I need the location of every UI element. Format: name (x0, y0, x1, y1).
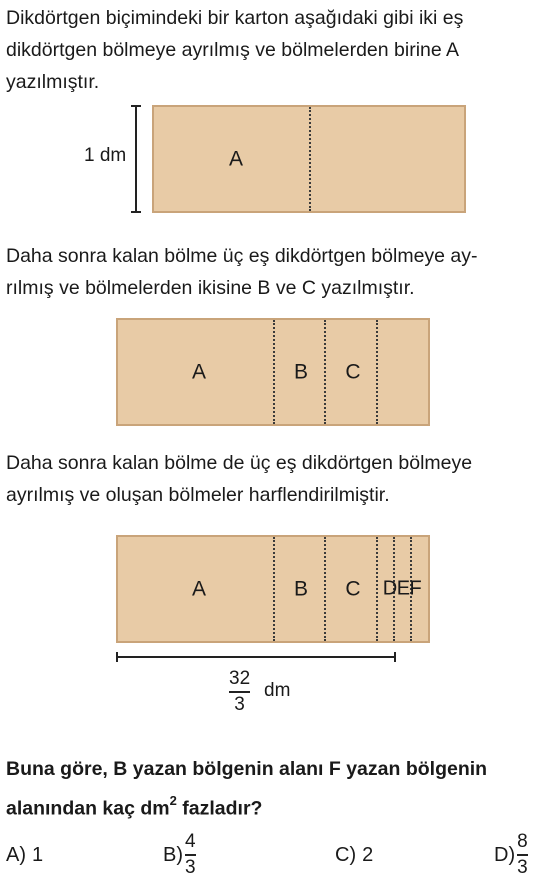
option-b[interactable] (163, 831, 196, 879)
option-b-denominator: 3 (185, 857, 196, 878)
divider-3a (273, 537, 275, 641)
step3-line-2: ayrılmış ve oluşan bölmeler harflendirilmiştir. (6, 484, 390, 506)
option-d[interactable] (494, 831, 528, 879)
intro-paragraph (6, 2, 552, 98)
fraction-bar (517, 854, 528, 856)
divider-2c (376, 320, 378, 424)
label-a: A (191, 577, 207, 601)
length-numerator: 32 (229, 668, 251, 689)
option-d-numerator: 8 (517, 831, 528, 852)
label-b: B (293, 577, 309, 601)
label-c: C (345, 577, 361, 601)
divider-2a (273, 320, 275, 424)
option-d-denominator: 3 (517, 857, 528, 878)
question-line-2: alanından kaç $dm^2$ fazladır? (6, 793, 263, 820)
length-denominator: 3 (234, 694, 245, 715)
label-def: DEF (382, 577, 422, 600)
divider-2b (324, 320, 326, 424)
label-b: B (293, 360, 309, 384)
card-1 (152, 105, 466, 213)
step3-line-1: Daha sonra kalan bölme de üç eş dikdörtgen bölmeye (6, 452, 473, 474)
option-a[interactable] (6, 844, 43, 867)
length-measure-line (116, 656, 396, 658)
label-a: A (228, 147, 244, 171)
option-c-value: 2 (362, 844, 374, 866)
unit-exponent: 2 (169, 793, 177, 808)
intro-line-1: Dikdörtgen biçimindeki bir karton aşağıdaki gibi iki eş (6, 7, 464, 29)
step2-paragraph (6, 240, 552, 304)
option-b-letter: B) (163, 843, 183, 866)
label-a: A (191, 360, 207, 384)
intro-line-3: yazılmıştır. (6, 71, 100, 93)
option-b-numerator: 4 (185, 831, 196, 852)
option-b-fraction (185, 831, 196, 879)
option-d-fraction (517, 831, 528, 879)
card-3 (116, 535, 430, 643)
intro-line-2: dikdörtgen bölmeye ayrılmış ve bölmelerden birine A (6, 39, 460, 61)
divider-1 (309, 107, 311, 211)
option-d-letter: D) (494, 843, 516, 866)
option-a-letter: A) (6, 844, 26, 866)
label-c: C (345, 360, 361, 384)
step2-line-2: rılmış ve bölmelerden ikisine B ve C yazılmıştır. (6, 277, 415, 299)
card-2 (116, 318, 430, 426)
option-a-value: 1 (32, 844, 44, 866)
step3-paragraph (6, 447, 552, 511)
option-c[interactable] (335, 844, 373, 867)
step2-line-1: Daha sonra kalan bölme üç eş dikdörtgen bölmeye ay- (6, 245, 478, 267)
height-measure-line (135, 105, 137, 213)
length-unit: dm (264, 680, 291, 701)
length-cap-right (394, 652, 396, 662)
fraction-bar (185, 854, 196, 856)
divider-3b (324, 537, 326, 641)
option-c-letter: C) (335, 844, 357, 866)
fraction-bar (229, 691, 250, 693)
question-line-1: Buna göre, B yazan bölgenin alanı F yazan bölgenin (6, 758, 488, 780)
height-cap-bottom (131, 211, 141, 213)
divider-3c (376, 537, 378, 641)
length-fraction (229, 668, 250, 716)
question-text (6, 752, 552, 826)
height-label: 1 dm (84, 145, 127, 166)
